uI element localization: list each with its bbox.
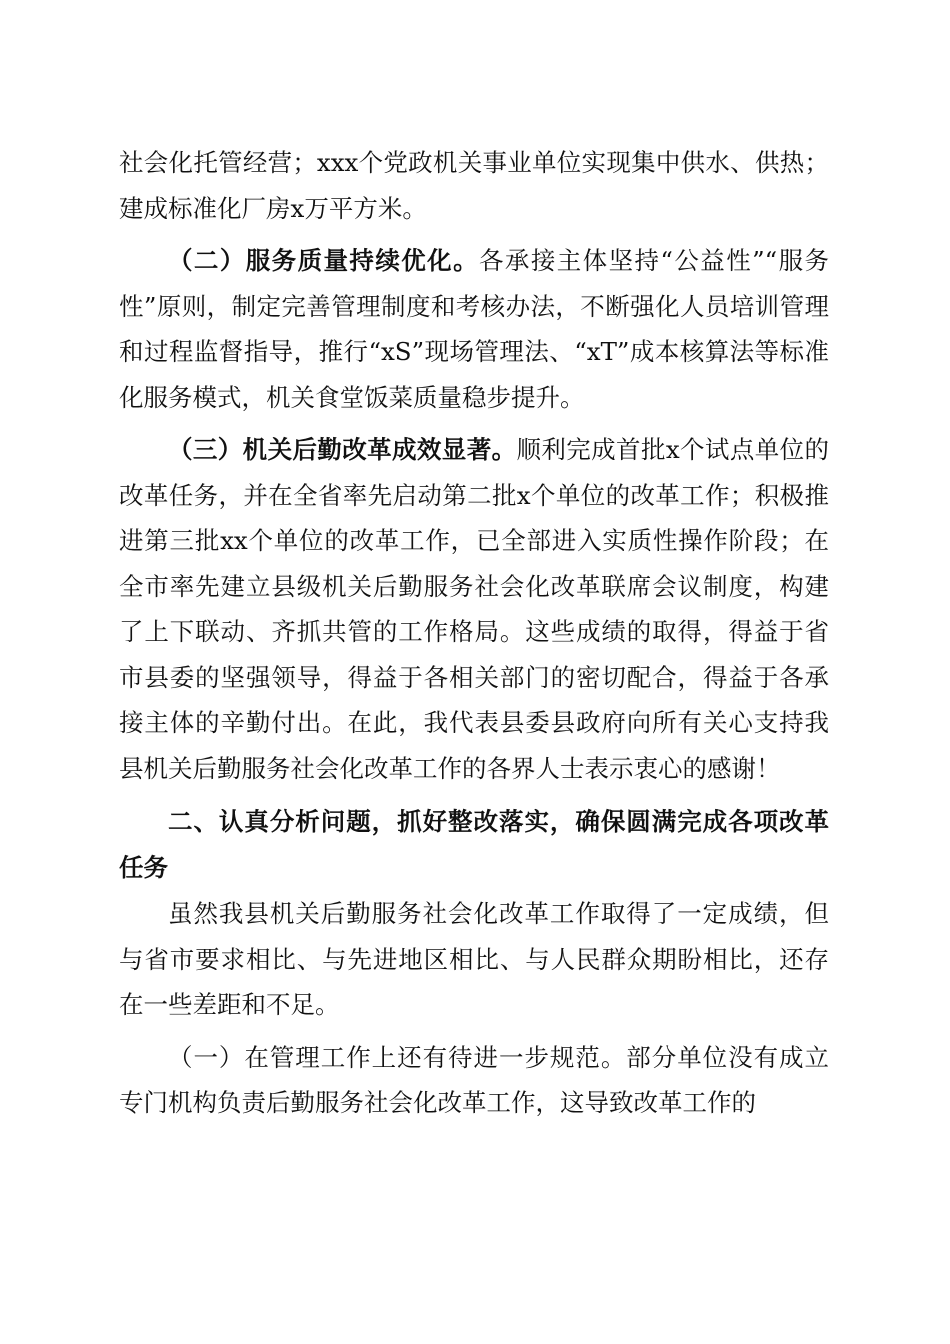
paragraph-problems-intro: 虽然我县机关后勤服务社会化改革工作取得了一定成绩，但与省市要求相比、与先进地区相比、与人民群众期盼相比，还存在一些差距和不足。 [119,899,829,1019]
document-page [119,140,829,1126]
paragraph-body: 部分单位没有成立专门机构负责后勤服务社会化改革工作，这导致改革工作的 [119,1042,830,1117]
paragraph-continuation: 社会化托管经营；xxx个党政机关事业单位实现集中供水、供热；建成标准化厂房x万平方米。 [119,148,829,223]
paragraph-service-quality [119,238,829,420]
paragraph-body: 各承接主体坚持“公益性”“服务性”原则，制定完善管理制度和考核办法，不断强化人员培训管理和过程监督指导，推行“xS”现场管理法、“xT”成本核算法等标准化服务模式，机关食堂饭菜质量稳步提升。 [119,246,830,412]
paragraph-lead: （二）服务质量持续优化。 [168,246,480,275]
paragraph-reform-results [119,427,829,791]
paragraph-body: 顺利完成首批x个试点单位的改革任务，并在全省率先启动第二批x个单位的改革工作；积极推进第三批xx个单位的改革工作，已全部进入实质性操作阶段；在全市率先建立县级机关后勤服务社会化改革联席会议制度，构建了上下联动、齐抓共管的工作格局。这些成绩的取得，得益于省市县委的坚强领导，得益于各相关部门的密切配合，得益于各承接主体的辛勤付出。在此，我代表县委县政府向所有关心支持我县机关后勤服务社会化改革工作的各界人士表示衷心的感谢！ [119,435,829,783]
section-heading: 二、认真分析问题，抓好整改落实，确保圆满完成各项改革任务 [119,807,829,882]
paragraph-lead: （三）机关后勤改革成效显著。 [168,435,517,464]
paragraph-management [119,1035,829,1126]
paragraph-lead: （一）在管理工作上还有待进一步规范。 [168,1042,627,1072]
